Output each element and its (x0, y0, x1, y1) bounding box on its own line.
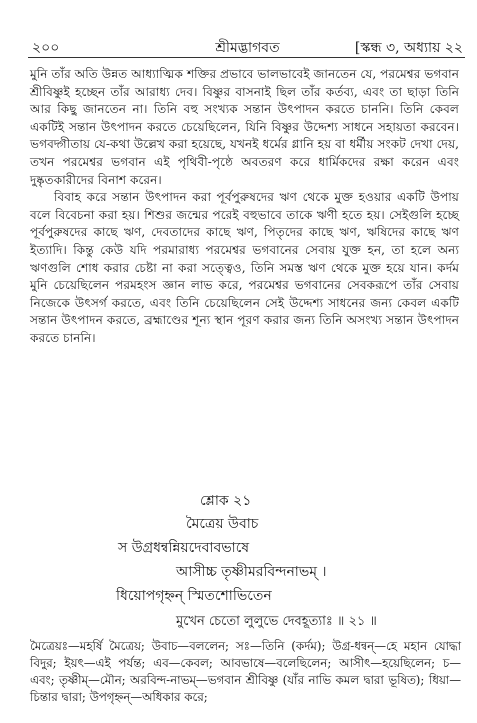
verse-line-5: মুখেন চেতো লুলুভে দেবহূত্যাঃ ॥ ২১ ॥ (176, 614, 377, 629)
synonyms-text: মৈত্রেয়ঃ—মহর্ষি মৈত্রেয়; উবাচ—বললেন; সঃ—তিনি (কর্দম); উগ্র-ধন্বন্—হে মহান যোদ্ধা বিদুর; ইয়ৎ—এই পর্যন্ত; এব—কেবল; আবভাষে—বলেছিলেন; আসীৎ—হয়েছিলেন; চ—এবং; তৃষ্ণীম্—মৌন; অরবিন্দ-নাভম্—ভগবান শ্রীবিষ্ণু (যাঁর নাভি কমল দ্বারা ভূষিত); ধিয়া—চিন্তার দ্বারা; উপগৃহ্নন্—অধিকার করে; (30, 639, 461, 704)
purport-paragraph-1: মুনি তাঁর অতি উন্নত আধ্যাত্মিক শক্তির প্রভাবে ভালভাবেই জানতেন যে, পরমেশ্বর ভগবান শ্রীবিষ্ণুই হচ্ছেন তাঁর আরাধ্য দেব। বিষ্ণুর বাসনাই ছিল তাঁর কর্তব্য, এবং তা ছাড়া তিনি আর কিছু জানতেন না। তিনি বহু সংখ্যক সন্তান উৎপাদন করতে চাননি। তিনি কেবল একটিই সন্তান উৎপাদন করতে চেয়েছিলেন, যিনি বিষ্ণুর উদ্দেশ্য সাধনে সহায়তা করবেন। ভগবদ্গীতায় যে-কথা উল্লেখ করা হয়েছে, যখনই ধর্মের গ্লানি হয় বা ধর্মীয় সংকট দেখা দেয়, তখন পরমেশ্বর ভগবান এই পৃথিবী-পৃষ্ঠে অবতরণ করে ধার্মিকদের রক্ষা করেন এবং দুষ্কৃতকারীদের বিনাশ করেন। (30, 67, 459, 187)
purport-paragraph-2: বিবাহ করে সন্তান উৎপাদন করা পূর্বপুরুষদের ঋণ থেকে মুক্ত হওয়ার একটি উপায় বলে বিবেচনা করা হয়। শিশুর জন্মের পরেই বহুভাবে তাকে ঋণী হতে হয়। সেইগুলি হচ্ছে পূর্বপুরুষদের কাছে ঋণ, দেবতাদের কাছে ঋণ, পিতৃদের কাছে ঋণ, ঋষিদের কাছে ঋণ ইত্যাদি। কিন্তু কেউ যদি পরমারাধ্য পরমেশ্বর ভগবানের সেবায় যুক্ত হন, তা হলে অন্য ঋণগুলি শোধ করার চেষ্টা না করা সত্ত্বেও, তিনি সমস্ত ঋণ থেকে মুক্ত হয়ে যান। কর্দম মুনি চেয়েছিলেন পরমহংস জ্ঞান লাভ করে, পরমেশ্বর ভগবানের সেবকরূপে তাঁর সেবায় নিজেকে উৎসর্গ করতে, এবং তিনি চেয়েছিলেন সেই উদ্দেশ্য সাধনের জন্য কেবল একটি সন্তান উৎপাদন করতে, ব্রহ্মাণ্ডের শূন্য স্থান পূরণ করার জন্য তিনি অসংখ্য সন্তান উৎপাদন করতে চাননি। (30, 190, 459, 345)
purport-text (30, 66, 459, 348)
verse-line-1: মৈত্রেয় উবাচ (186, 516, 259, 532)
header-divider (28, 57, 465, 58)
book-title: শ্রীমদ্ভাগবত (215, 40, 280, 56)
verse-heading: শ্লোক ২১ (200, 493, 252, 509)
chapter-reference: [স্কন্ধ ৩, অধ্যায় ২২ (354, 40, 463, 56)
page-number: ২০০ (32, 40, 60, 56)
page-header (32, 36, 463, 56)
verse-line-3: আসীচ্চ তৃষ্ণীমরবিন্দনাভম্ । (176, 564, 327, 580)
verse-line-4: ধিয়োপগৃহ্নন্ স্মিতশোভিতেন (116, 588, 272, 604)
verse-line-2: স উগ্রধন্বন্নিয়দেবাবভাষে (118, 540, 250, 556)
